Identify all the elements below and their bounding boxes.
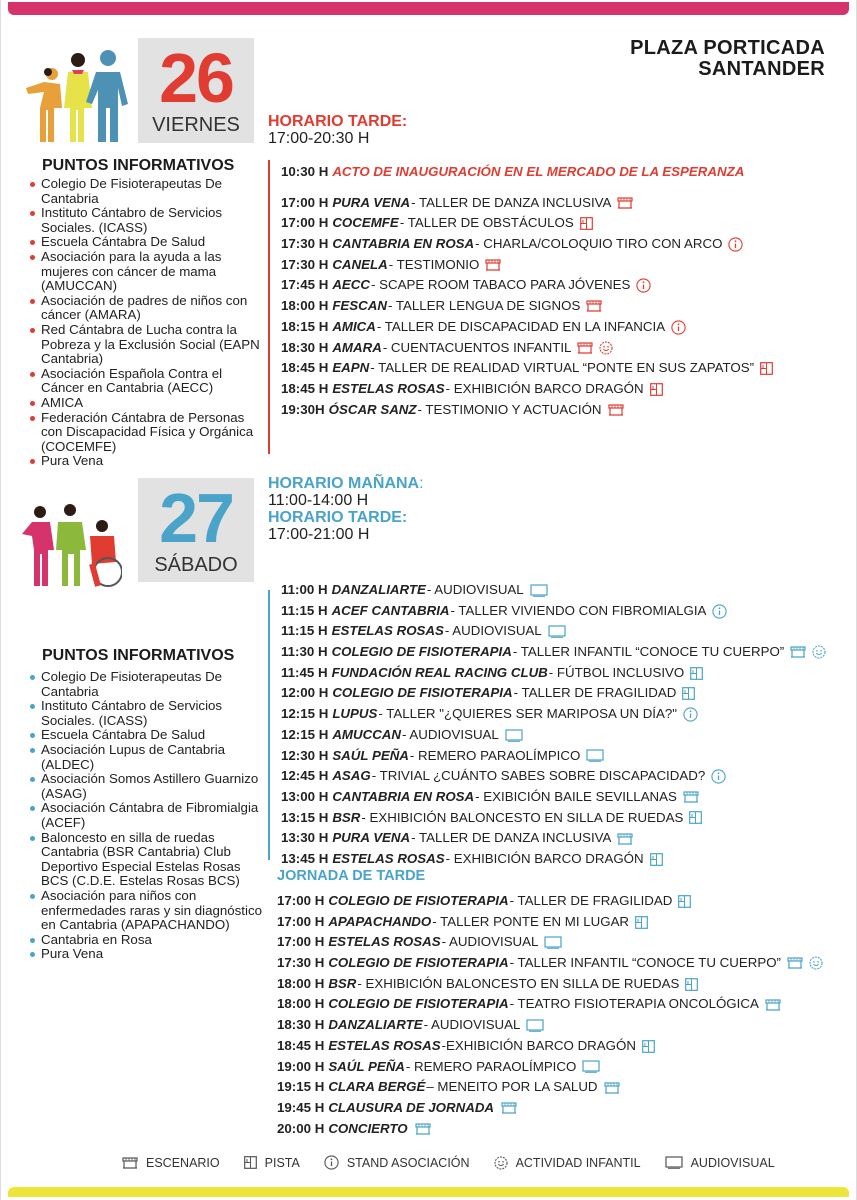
event-row bbox=[277, 994, 823, 1015]
event-row bbox=[281, 400, 773, 421]
smiley-icon bbox=[809, 956, 823, 970]
points-list-saturday bbox=[28, 670, 266, 962]
event-time: 19:00 H bbox=[277, 1058, 325, 1074]
track-icon bbox=[650, 853, 663, 866]
event-description: - AUDIOVISUAL bbox=[402, 726, 499, 742]
stage-icon bbox=[577, 342, 593, 354]
schedule-divider-friday bbox=[268, 160, 270, 454]
event-row bbox=[277, 912, 823, 933]
event-time: 12:45 H bbox=[281, 768, 329, 784]
smiley-icon bbox=[599, 341, 613, 355]
event-time: 18:30 H bbox=[277, 1017, 325, 1033]
event-time: 13:00 H bbox=[281, 788, 329, 804]
event-actor: ESTELAS ROSAS bbox=[332, 380, 445, 396]
event-time: 17:00 H bbox=[281, 194, 329, 210]
points-title-saturday: PUNTOS INFORMATIVOS bbox=[42, 647, 235, 664]
event-actor: PURA VENA bbox=[332, 830, 411, 846]
event-time: 18:45 H bbox=[281, 360, 329, 376]
stage-icon bbox=[604, 1082, 620, 1094]
event-row bbox=[281, 663, 826, 684]
event-time: 18:15 H bbox=[281, 318, 329, 334]
event-description: - TALLER VIVIENDO CON FIBROMIALGIA bbox=[450, 602, 707, 618]
list-item: Baloncesto en silla de ruedas Cantabria (BSR Cantabria) Club Deportivo Especial Estelas Rosas BCS (C.D.E. Estelas Rosas BCS) bbox=[28, 831, 266, 889]
event-actor: CLARA BERGÉ bbox=[328, 1079, 426, 1095]
event-actor: DANZALIARTE bbox=[331, 582, 426, 597]
event-row bbox=[281, 317, 773, 338]
list-item: Instituto Cántabro de Servicios Sociales. (ICASS) bbox=[28, 699, 266, 728]
event-description: - TALLER "¿QUIERES SER MARIPOSA UN DÍA?" bbox=[378, 706, 677, 722]
info-icon bbox=[671, 320, 686, 335]
stage-icon bbox=[617, 833, 633, 845]
event-time: 11:15 H bbox=[281, 623, 328, 639]
event-description: - EXHIBICIÓN BARCO DRAGÓN bbox=[445, 850, 644, 866]
event-description: - TALLER DE DANZA INCLUSIVA bbox=[411, 830, 612, 846]
event-row bbox=[277, 1015, 823, 1036]
event-time: 18:00 H bbox=[277, 996, 325, 1012]
event-actor: APAPACHANDO bbox=[328, 913, 432, 929]
event-description: - EXHIBICIÓN BALONCESTO EN SILLA DE RUEDAS bbox=[357, 975, 680, 991]
event-description: - AUDIOVISUAL bbox=[441, 934, 539, 950]
event-description: - TALLER DE FRAGILIDAD bbox=[509, 893, 673, 908]
event-actor: ÓSCAR SANZ bbox=[328, 401, 417, 417]
event-description: - EXHIBICIÓN BARCO DRAGÓN bbox=[445, 380, 644, 396]
event-row bbox=[281, 601, 826, 622]
list-item: Cantabria en Rosa bbox=[28, 933, 266, 948]
stage-icon bbox=[608, 404, 624, 416]
legend-label: ESCENARIO bbox=[146, 1155, 220, 1170]
event-row bbox=[277, 953, 823, 974]
event-actor: ESTELAS ROSAS bbox=[328, 934, 441, 950]
event-time: 18:30 H bbox=[281, 339, 329, 355]
event-time: 18:00 H bbox=[281, 298, 329, 314]
event-actor: PURA VENA bbox=[332, 194, 411, 210]
info-icon bbox=[711, 769, 726, 784]
event-description: - TALLER INFANTIL “CONOCE TU CUERPO” bbox=[512, 644, 785, 660]
hours-saturday bbox=[268, 475, 424, 543]
event-time: 17:00 H bbox=[277, 893, 325, 908]
event-actor: ASAG bbox=[332, 768, 371, 784]
day-badge-27 bbox=[138, 478, 254, 582]
event-row bbox=[281, 358, 773, 379]
event-row bbox=[281, 849, 826, 870]
event-row bbox=[281, 725, 826, 746]
event-description: - CUENTACUENTOS INFANTIL bbox=[382, 339, 572, 355]
hours-label: HORARIO TARDE: bbox=[268, 509, 408, 526]
hours-time: 17:00-21:00 H bbox=[268, 526, 370, 543]
track-icon bbox=[685, 978, 698, 991]
list-item: Asociación de padres de niños con cáncer (AMARA) bbox=[28, 294, 268, 323]
event-time: 11:15 H bbox=[281, 602, 328, 618]
event-actor: CANELA bbox=[332, 256, 388, 272]
event-actor: AMICA bbox=[332, 318, 376, 334]
event-description: - TRIVIAL ¿CUÁNTO SABES SOBRE DISCAPACIDAD? bbox=[371, 768, 706, 784]
event-description: - CHARLA/COLOQUIO TIRO CON ARCO bbox=[475, 236, 723, 252]
inauguration-row bbox=[281, 162, 773, 183]
event-description: – MENEITO POR LA SALUD bbox=[426, 1079, 598, 1095]
event-time: 12:30 H bbox=[281, 747, 329, 763]
event-row bbox=[277, 1057, 823, 1078]
event-row bbox=[277, 1077, 823, 1098]
list-item: Asociación para la ayuda a las mujeres con cáncer de mama (AMUCCAN) bbox=[28, 250, 268, 294]
list-item: Asociación Somos Astillero Guarnizo (ASAG) bbox=[28, 772, 266, 801]
list-item: Asociación Española Contra el Cáncer en Cantabria (AECC) bbox=[28, 367, 268, 396]
event-row bbox=[277, 891, 823, 912]
schedule-saturday-afternoon bbox=[277, 891, 823, 1139]
day-name: SÁBADO bbox=[154, 554, 238, 576]
stage-icon bbox=[122, 1157, 146, 1169]
event-time: 17:00 H bbox=[277, 934, 325, 950]
event-row bbox=[277, 974, 823, 995]
event-time: 13:30 H bbox=[281, 830, 329, 846]
event-description: - TALLER DE DANZA INCLUSIVA bbox=[411, 194, 612, 210]
schedule-divider-saturday bbox=[268, 590, 270, 860]
stage-icon bbox=[617, 197, 633, 209]
event-time: 12:15 H bbox=[281, 706, 329, 722]
venue-title bbox=[630, 38, 825, 80]
event-description: - TALLER DE FRAGILIDAD bbox=[513, 685, 677, 701]
event-row bbox=[281, 275, 773, 296]
stage-icon bbox=[501, 1102, 517, 1114]
smiley-icon bbox=[494, 1156, 516, 1170]
info-icon bbox=[728, 237, 743, 252]
list-item: Asociación Lupus de Cantabria (ALDEC) bbox=[28, 743, 266, 772]
stage-icon bbox=[787, 957, 803, 969]
day-badge-26 bbox=[138, 38, 254, 143]
screen-icon bbox=[582, 1060, 600, 1073]
event-description: - AUDIOVISUAL bbox=[426, 582, 524, 597]
event-row bbox=[281, 255, 773, 276]
day-number: 26 bbox=[159, 39, 233, 117]
event-description: - AUDIOVISUAL bbox=[423, 1017, 521, 1033]
screen-icon bbox=[530, 584, 548, 597]
event-actor: BSR bbox=[332, 809, 361, 825]
event-row bbox=[281, 338, 773, 359]
event-actor: COLEGIO DE FISIOTERAPIA bbox=[328, 893, 509, 908]
list-item: Instituto Cántabro de Servicios Sociales. (ICASS) bbox=[28, 206, 268, 235]
track-icon bbox=[690, 667, 703, 680]
screen-icon bbox=[544, 936, 562, 949]
event-actor: ESTELAS ROSAS bbox=[331, 623, 444, 639]
event-actor: COCEMFE bbox=[332, 215, 399, 231]
day-name: VIERNES bbox=[152, 114, 240, 136]
event-description: - TALLER DE OBSTÁCULOS bbox=[399, 215, 574, 231]
event-actor: CANTABRIA EN ROSA bbox=[332, 788, 475, 804]
points-title-friday: PUNTOS INFORMATIVOS bbox=[42, 157, 235, 174]
event-actor: COLEGIO DE FISIOTERAPIA bbox=[328, 955, 509, 971]
smiley-icon bbox=[812, 645, 826, 659]
list-item: Federación Cántabra de Personas con Discapacidad Física y Orgánica (COCEMFE) bbox=[28, 411, 268, 455]
event-description: - TALLER DE DISCAPACIDAD EN LA INFANCIA bbox=[376, 318, 666, 334]
event-actor: COLEGIO DE FISIOTERAPIA bbox=[331, 644, 512, 660]
legend-item bbox=[244, 1156, 300, 1170]
event-description: - TALLER INFANTIL “CONOCE TU CUERPO” bbox=[509, 955, 781, 971]
screen-icon bbox=[526, 1019, 544, 1032]
event-actor: DANZALIARTE bbox=[328, 1017, 423, 1033]
hours-time: 11:00-14:00 H bbox=[268, 492, 369, 509]
event-row bbox=[281, 746, 826, 767]
event-actor: FESCAN bbox=[332, 298, 387, 314]
stage-icon bbox=[765, 999, 781, 1011]
event-description: - AUDIOVISUAL bbox=[444, 623, 542, 639]
event-row bbox=[281, 379, 773, 400]
track-icon bbox=[650, 383, 663, 396]
event-time: 11:00 H bbox=[281, 582, 328, 597]
event-time: 12:00 H bbox=[281, 685, 329, 701]
people-illustration-saturday bbox=[18, 500, 122, 590]
event-time: 19:45 H bbox=[277, 1099, 325, 1115]
event-actor: SAÚL PEÑA bbox=[332, 747, 409, 763]
icon-legend bbox=[122, 1155, 799, 1170]
event-row bbox=[281, 296, 773, 317]
list-item: Colegio De Fisioterapeutas De Cantabria bbox=[28, 177, 268, 206]
list-item: Escuela Cántabra De Salud bbox=[28, 728, 266, 743]
hours-label: HORARIO TARDE: bbox=[268, 113, 408, 130]
hours-colon: : bbox=[419, 475, 424, 492]
stage-icon bbox=[586, 300, 602, 312]
event-time: 17:00 H bbox=[277, 913, 325, 929]
event-time: 17:30 H bbox=[277, 955, 325, 971]
event-row bbox=[281, 683, 826, 704]
event-row bbox=[281, 766, 826, 787]
schedule-saturday-morning bbox=[281, 580, 826, 870]
event-actor: ESTELAS ROSAS bbox=[332, 850, 445, 866]
venue-line-2: SANTANDER bbox=[698, 58, 825, 80]
event-description: - TALLER PONTE EN MI LUGAR bbox=[432, 913, 630, 929]
event-row bbox=[281, 580, 826, 601]
event-description: - EXHIBICIÓN BALONCESTO EN SILLA DE RUEDAS bbox=[361, 809, 684, 825]
event-row bbox=[281, 213, 773, 234]
day-number: 27 bbox=[159, 479, 233, 557]
event-row bbox=[281, 234, 773, 255]
list-item: AMICA bbox=[28, 396, 268, 411]
event-time: 12:15 H bbox=[281, 726, 329, 742]
event-description: - FÚTBOL INCLUSIVO bbox=[548, 664, 685, 680]
people-illustration-friday bbox=[20, 48, 138, 144]
event-time: 18:45 H bbox=[277, 1037, 325, 1053]
venue-line-1: PLAZA PORTICADA bbox=[630, 37, 825, 59]
event-description: - REMERO PARAOLÍMPICO bbox=[405, 1058, 577, 1074]
track-icon bbox=[635, 916, 648, 929]
event-time: 17:00 H bbox=[281, 215, 329, 231]
event-actor: CANTABRIA EN ROSA bbox=[332, 236, 475, 252]
event-description: - TALLER LENGUA DE SIGNOS bbox=[387, 298, 581, 314]
track-icon bbox=[580, 217, 593, 230]
event-row bbox=[281, 808, 826, 829]
event-row bbox=[281, 704, 826, 725]
list-item: Colegio De Fisioterapeutas De Cantabria bbox=[28, 670, 266, 699]
event-actor: CLAUSURA DE JORNADA bbox=[328, 1099, 495, 1115]
event-row bbox=[277, 1119, 823, 1140]
event-row bbox=[277, 1098, 823, 1119]
event-actor: SAÚL PEÑA bbox=[328, 1058, 405, 1074]
event-row bbox=[281, 193, 773, 214]
stage-icon bbox=[485, 259, 501, 271]
list-item: Pura Vena bbox=[28, 454, 268, 469]
event-description: - TESTIMONIO Y ACTUACIÓN bbox=[417, 401, 602, 417]
event-row bbox=[281, 787, 826, 808]
event-actor: AMUCCAN bbox=[332, 726, 402, 742]
legend-label: ACTIVIDAD INFANTIL bbox=[515, 1155, 641, 1170]
list-item: Pura Vena bbox=[28, 947, 266, 962]
event-time: 20:00 H bbox=[277, 1120, 325, 1136]
stage-icon bbox=[683, 791, 699, 803]
track-icon bbox=[760, 362, 773, 375]
track-icon bbox=[678, 895, 691, 908]
event-time: 18:45 H bbox=[281, 380, 329, 396]
event-actor: AECC bbox=[332, 277, 370, 293]
page-border-left bbox=[0, 0, 1, 1200]
event-actor: ACEF CANTABRIA bbox=[331, 602, 450, 618]
event-description: - REMERO PARAOLÍMPICO bbox=[409, 747, 581, 763]
screen-icon bbox=[505, 729, 523, 742]
event-title: ACTO DE INAUGURACIÓN EN EL MERCADO DE LA ESPERANZA bbox=[332, 164, 745, 179]
track-icon bbox=[244, 1156, 265, 1169]
event-actor: LUPUS bbox=[332, 706, 378, 722]
info-icon bbox=[636, 278, 651, 293]
event-actor: FUNDACIÓN REAL RACING CLUB bbox=[331, 664, 548, 680]
track-icon bbox=[642, 1040, 655, 1053]
event-description: - EXIBICIÓN BAILE SEVILLANAS bbox=[475, 788, 677, 804]
event-time: 13:15 H bbox=[281, 809, 329, 825]
event-time: 17:30 H bbox=[281, 236, 329, 252]
list-item: Red Cántabra de Lucha contra la Pobreza y la Exclusión Social (EAPN Cantabria) bbox=[28, 323, 268, 367]
legend-label: PISTA bbox=[264, 1155, 300, 1170]
event-time: 17:30 H bbox=[281, 256, 329, 272]
event-row bbox=[281, 642, 826, 663]
hours-friday bbox=[268, 113, 407, 147]
track-icon bbox=[682, 687, 695, 700]
event-actor: EAPN bbox=[332, 360, 370, 376]
legend-item bbox=[122, 1156, 220, 1170]
hours-time: 17:00-20:30 H bbox=[268, 130, 370, 147]
event-time: 10:30 H bbox=[281, 164, 329, 179]
event-time: 13:45 H bbox=[281, 850, 329, 866]
bottom-color-bar bbox=[8, 1187, 849, 1197]
legend-label: AUDIOVISUAL bbox=[690, 1155, 775, 1170]
legend-item bbox=[494, 1156, 641, 1170]
screen-icon bbox=[548, 625, 566, 638]
event-row bbox=[277, 932, 823, 953]
hours-label: HORARIO MAÑANA bbox=[268, 475, 420, 492]
event-description: - TALLER DE REALIDAD VIRTUAL “PONTE EN SUS ZAPATOS” bbox=[370, 360, 754, 376]
event-time: 19:30H bbox=[281, 401, 325, 417]
event-time: 17:45 H bbox=[281, 277, 329, 293]
info-icon bbox=[683, 707, 698, 722]
schedule-friday bbox=[281, 162, 773, 420]
event-description: - TEATRO FISIOTERAPIA ONCOLÓGICA bbox=[509, 996, 759, 1012]
event-time: 19:15 H bbox=[277, 1079, 325, 1095]
afternoon-section-title: JORNADA DE TARDE bbox=[277, 868, 426, 884]
event-actor: AMARA bbox=[332, 339, 382, 355]
event-description: -EXHIBICIÓN BARCO DRAGÓN bbox=[441, 1037, 636, 1053]
list-item: Asociación para niños con enfermedades raras y sin diagnóstico en Cantabria (APAPACHANDO) bbox=[28, 889, 266, 933]
legend-label: STAND ASOCIACIÓN bbox=[346, 1155, 470, 1170]
event-actor: ESTELAS ROSAS bbox=[328, 1037, 441, 1053]
info-icon bbox=[324, 1155, 347, 1170]
event-description: - SCAPE ROOM TABACO PARA JÓVENES bbox=[371, 277, 631, 293]
event-row bbox=[281, 621, 826, 642]
event-time: 18:00 H bbox=[277, 975, 325, 991]
top-color-bar bbox=[8, 2, 849, 15]
event-actor: COLEGIO DE FISIOTERAPIA bbox=[332, 685, 513, 701]
event-time: 11:30 H bbox=[281, 644, 328, 660]
list-item: Asociación Cántabra de Fibromialgia (ACEF) bbox=[28, 801, 266, 830]
screen-icon bbox=[665, 1156, 691, 1169]
info-icon bbox=[712, 604, 727, 619]
stage-icon bbox=[415, 1123, 431, 1135]
track-icon bbox=[689, 811, 702, 824]
event-actor: COLEGIO DE FISIOTERAPIA bbox=[328, 996, 509, 1012]
event-actor: CONCIERTO bbox=[328, 1120, 408, 1136]
points-list-friday bbox=[28, 177, 268, 469]
event-row bbox=[281, 828, 826, 849]
list-item: Escuela Cántabra De Salud bbox=[28, 235, 268, 250]
legend-item bbox=[665, 1156, 775, 1170]
event-actor: BSR bbox=[328, 975, 357, 991]
stage-icon bbox=[790, 646, 806, 658]
event-row bbox=[277, 1036, 823, 1057]
event-description: - TESTIMONIO bbox=[388, 256, 480, 272]
screen-icon bbox=[586, 749, 604, 762]
event-time: 11:45 H bbox=[281, 664, 328, 680]
legend-item bbox=[324, 1155, 470, 1170]
